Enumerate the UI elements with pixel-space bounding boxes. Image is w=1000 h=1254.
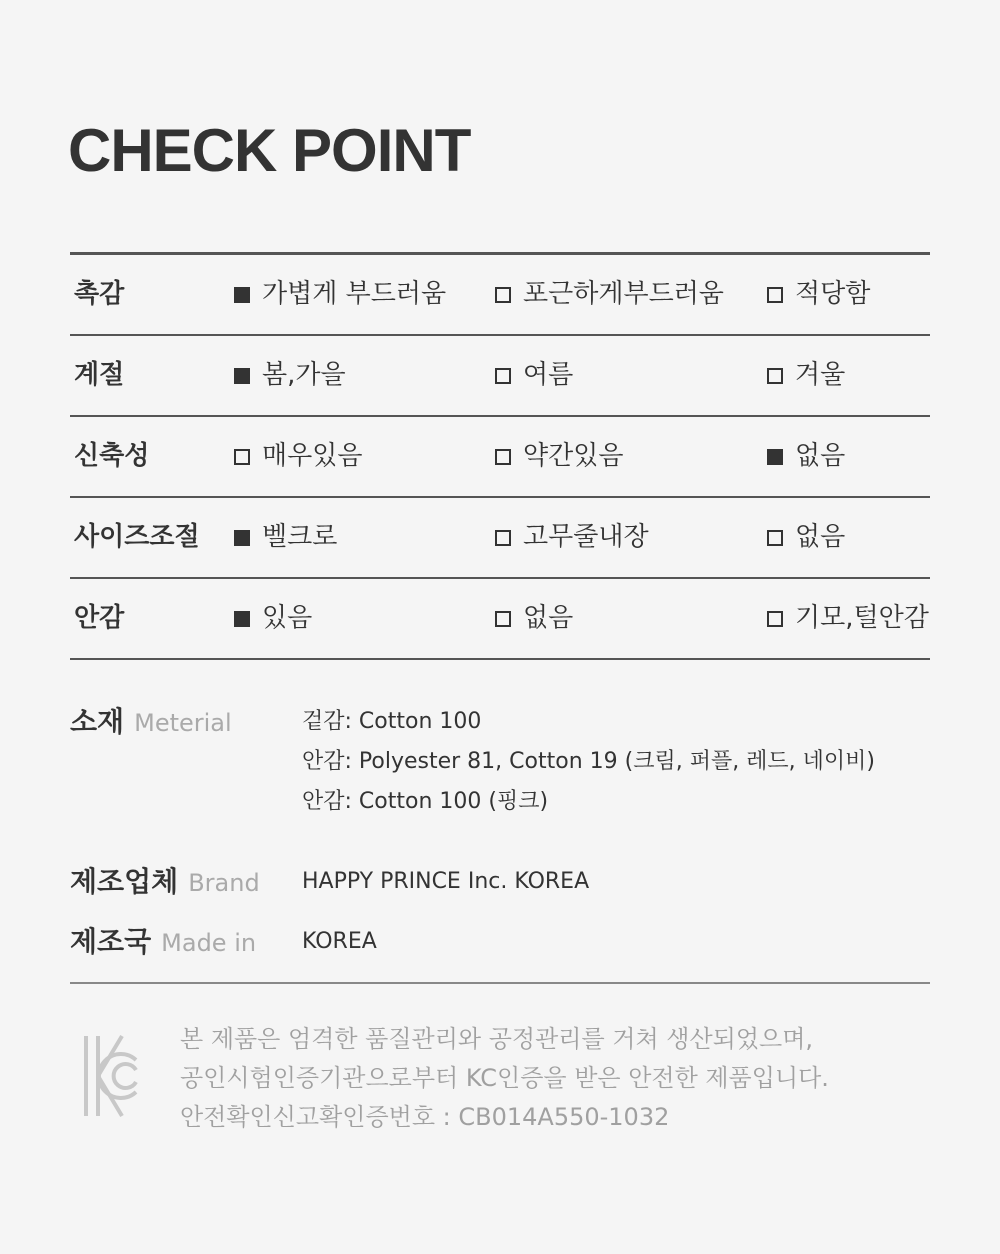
- material-label-en: Meterial: [134, 709, 232, 737]
- brand-value: HAPPY PRINCE Inc. KOREA: [302, 869, 590, 894]
- certificate-number: 안전확인신고확인증번호 : CB014A550-1032: [180, 1103, 670, 1131]
- option-label: 약간있음: [523, 441, 624, 471]
- option-label: 겨울: [795, 360, 846, 390]
- origin-row: [70, 920, 930, 980]
- row-label: 계절: [74, 360, 125, 390]
- checkbox-unchecked: [767, 287, 783, 303]
- checkpoint-row-season: [70, 336, 930, 417]
- row-label: 촉감: [74, 279, 125, 309]
- checkpoint-row-touch: [70, 255, 930, 336]
- checkbox-unchecked: [495, 449, 511, 465]
- brand-row: [70, 860, 930, 920]
- option-item: [234, 498, 337, 577]
- origin-label: 제조국: [70, 925, 152, 958]
- option-item: [234, 579, 312, 658]
- notice-line: 공인시험인증기관으로부터 KC인증을 받은 안전한 제품입니다.: [180, 1064, 829, 1092]
- option-item: [767, 579, 929, 658]
- option-label: 봄,가을: [262, 360, 346, 390]
- option-label: 매우있음: [262, 441, 363, 471]
- checkbox-checked: [234, 611, 250, 627]
- section-divider: [70, 982, 930, 984]
- option-label: 있음: [262, 603, 313, 633]
- origin-value: KOREA: [302, 929, 377, 954]
- checkbox-unchecked: [767, 530, 783, 546]
- material-line: 겉감: Cotton 100: [302, 709, 482, 734]
- checkbox-unchecked: [495, 530, 511, 546]
- product-info: [70, 700, 930, 980]
- row-label: 신축성: [74, 441, 150, 471]
- kc-certification-icon: [82, 1030, 140, 1122]
- option-label: 없음: [795, 441, 846, 471]
- option-item: [767, 336, 845, 415]
- option-item: [234, 336, 346, 415]
- material-values: [302, 702, 875, 822]
- option-item: [495, 579, 573, 658]
- material-label: 소재: [70, 705, 125, 738]
- option-item: [495, 255, 724, 334]
- option-label: 가볍게 부드러움: [262, 279, 447, 309]
- option-item: [234, 255, 446, 334]
- checkbox-unchecked: [234, 449, 250, 465]
- origin-label-en: Made in: [161, 929, 257, 957]
- option-label: 기모,털안감: [795, 603, 929, 633]
- checkpoint-row-size-adjust: [70, 498, 930, 579]
- row-label: 안감: [74, 603, 125, 633]
- checkbox-unchecked: [767, 611, 783, 627]
- option-item: [495, 336, 573, 415]
- checkpoint-table: [70, 252, 930, 660]
- option-item: [767, 255, 870, 334]
- option-item: [767, 417, 845, 496]
- checkpoint-row-elasticity: [70, 417, 930, 498]
- checkbox-checked: [234, 287, 250, 303]
- option-item: [495, 498, 649, 577]
- option-label: 없음: [523, 603, 574, 633]
- checkbox-unchecked: [495, 368, 511, 384]
- checkbox-unchecked: [767, 368, 783, 384]
- material-line: 안감: Cotton 100 (핑크): [302, 789, 549, 814]
- material-row: [70, 700, 930, 860]
- option-label: 벨크로: [262, 522, 338, 552]
- checkbox-unchecked: [495, 611, 511, 627]
- option-label: 여름: [523, 360, 574, 390]
- checkbox-checked: [234, 368, 250, 384]
- brand-label-en: Brand: [188, 869, 260, 897]
- option-label: 적당함: [795, 279, 871, 309]
- row-label: 사이즈조절: [74, 522, 200, 552]
- notice-line: 본 제품은 엄격한 품질관리와 공정관리를 거쳐 생산되었으며,: [180, 1025, 814, 1053]
- material-line: 안감: Polyester 81, Cotton 19 (크림, 퍼플, 레드, 네이비): [302, 749, 876, 774]
- checkpoint-row-lining: [70, 579, 930, 660]
- option-item: [495, 417, 623, 496]
- option-label: 없음: [795, 522, 846, 552]
- checkbox-unchecked: [495, 287, 511, 303]
- checkbox-checked: [234, 530, 250, 546]
- brand-label: 제조업체: [70, 865, 179, 898]
- page-title: CHECK POINT: [68, 117, 471, 184]
- checkbox-checked: [767, 449, 783, 465]
- option-label: 고무줄내장: [523, 522, 649, 552]
- kc-notice: [180, 1020, 829, 1137]
- option-item: [767, 498, 845, 577]
- option-item: [234, 417, 362, 496]
- option-label: 포근하게부드러움: [523, 279, 724, 309]
